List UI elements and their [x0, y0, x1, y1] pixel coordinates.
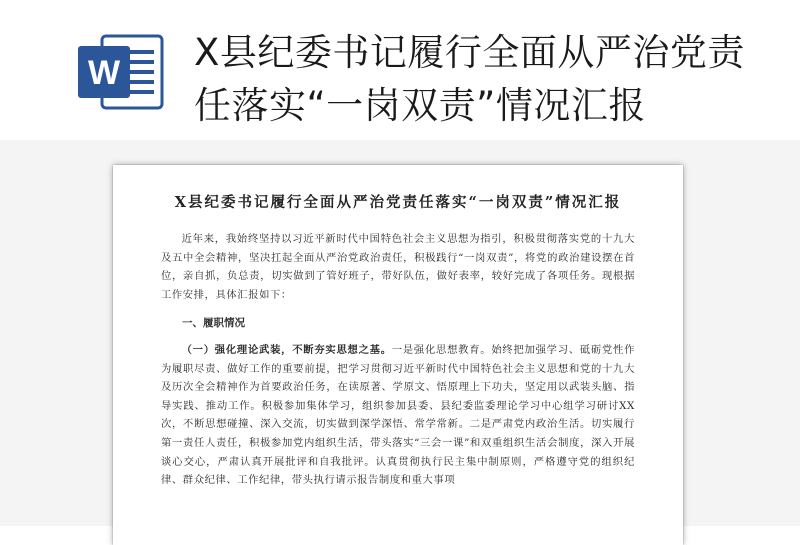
subsection-lead: （一）强化理论武装，不断夯实思想之基。: [181, 343, 392, 356]
word-icon-letter: W: [87, 54, 121, 92]
subsection-body: 一是强化思想教育。始终把加强学习、砥砺党性作为履职尽责、做好工作的重要前提，把学习贯彻习近平新时代中国特色社会主义思想和党的十九大及历次全会精神作为首要政治任务，在读原著、学原文、悟原理上下功夫，坚定用以武装头脑、指导实践、推动工作。积极参加集体学习，组织参加县委、县纪委监委理论学习中心组学习研讨XX次，不断思想碰撞、深入交流，切实做到深学深悟、常学常新。二是严肃党内政治生活。切实履行第一责任人责任，积极参加党内组织生活，带头落实“三会一课”和双重组织生活会制度，深入开展谈心交心，严肃认真开展批评和自我批评。认真贯彻执行民主集中制原则，严格遵守党的组织纪律、群众纪律、工作纪律，带头执行请示报告制度和重大事项: [161, 343, 635, 487]
section-heading: 一、履职情况: [182, 317, 245, 330]
subsection-paragraph: [161, 341, 635, 490]
intro-paragraph: 近年来，我始终坚持以习近平新时代中国特色社会主义思想为指引，积极贯彻落实党的十九大及五中全会精神，坚决扛起全面从严治党政治责任，积极践行“一岗双责”，将党的政治建设摆在首位，亲自抓，负总责，切实做到了管好班子，带好队伍，做好表率，较好完成了各项任务。现根据工作安排，具体汇报如下：: [161, 233, 635, 301]
word-document-icon: [76, 32, 166, 112]
header-banner: [0, 0, 800, 140]
banner-title: X县纪委书记履行全面从严治党责任落实“一岗双责”情况汇报: [194, 31, 745, 127]
document-content: [161, 187, 635, 490]
document-page: [113, 165, 683, 545]
document-title: X县纪委书记履行全面从严治党责任落实“一岗双责”情况汇报: [174, 194, 622, 211]
